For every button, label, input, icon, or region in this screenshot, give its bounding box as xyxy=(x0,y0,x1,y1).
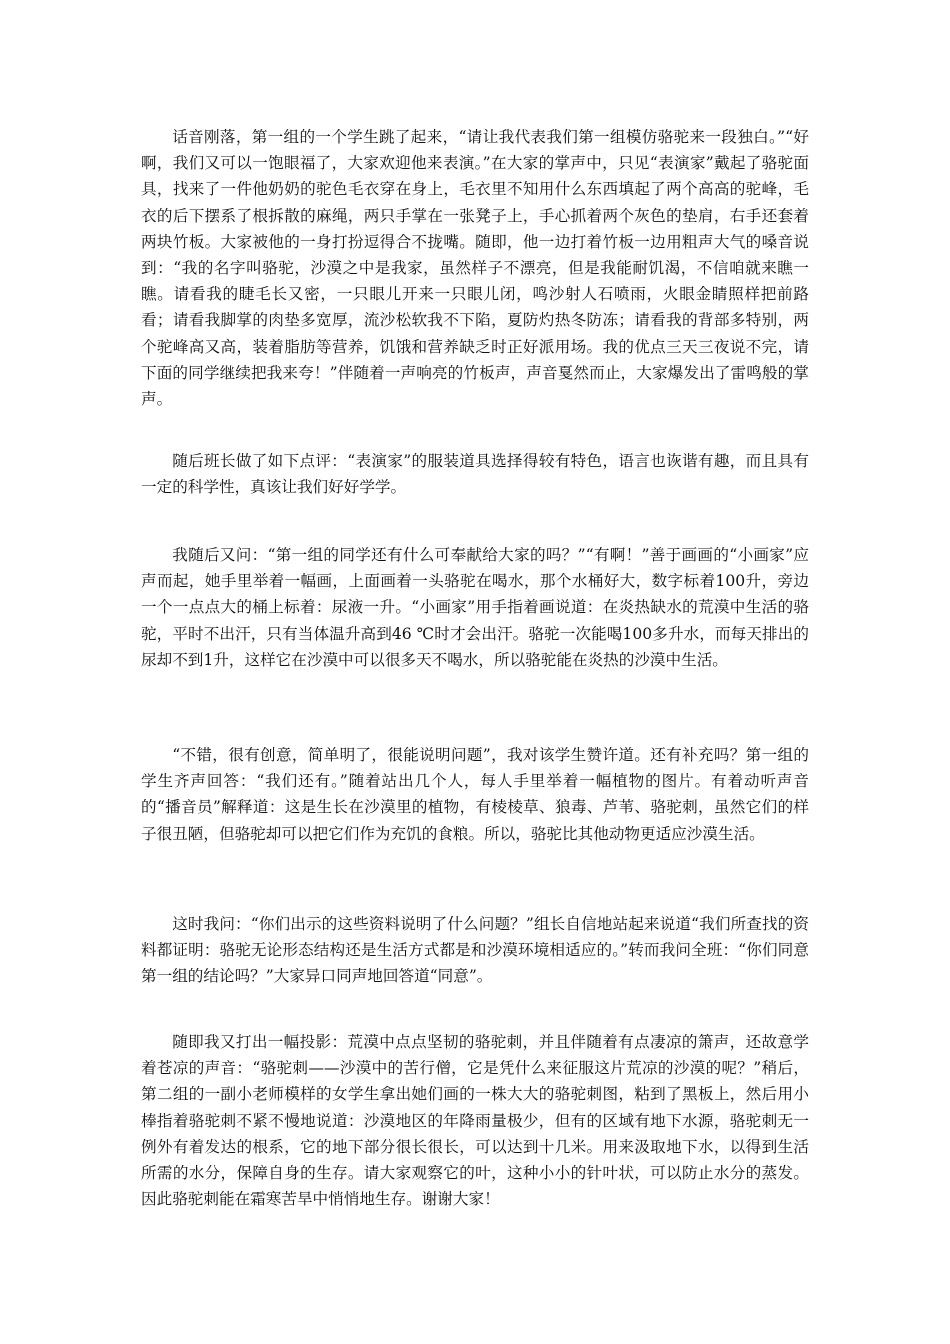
paragraph-camel-thorn: 随即我又打出一幅投影：荒漠中点点坚韧的骆驼刺，并且伴随着有点凄凉的箫声，还故意学着苍凉的声音：“骆驼刺——沙漠中的苦行僧，它是凭什么来征服这片荒凉的沙漠的呢？”稍后，第二组的一副小老师模样的女学生拿出她们画的一株大大的骆驼刺图，粘到了黑板上，然后用小棒指着骆驼刺不紧不慢地说道：沙漠地区的年降雨量极少，但有的区域有地下水源，骆驼刺无一例外有着发达的根系，它的地下部分很长很长，可以达到十几米。用来汲取地下水，以得到生活所需的水分，保障自身的生存。请大家观察它的叶，这种小小的针叶状，可以防止水分的蒸发。因此骆驼刺能在霜寒苦旱中悄悄地生存。谢谢大家！ xyxy=(141,1033,809,1209)
paragraph-little-painter: 我随后又问：“第一组的同学还有什么可奉献给大家的吗？”“有啊！”善于画画的“小画家”应声而起，她手里举着一幅画，上面画着一头骆驼在喝水，那个水桶好大，数字标着100升，旁边一个一点点大的桶上标着：尿液一升。“小画家”用手指着画说道：在炎热缺水的荒漠中生活的骆驼，平时不出汗，只有当体温升高到46 ℃时才会出汗。骆驼一次能喝100多升水，而每天排出的尿却不到1升，这样它在沙漠中可以很多天不喝水，所以骆驼能在炎热的沙漠中生活。 xyxy=(141,546,809,669)
paragraph-monitor-comment: 随后班长做了如下点评：“表演家”的服装道具选择得较有特色，语言也诙谐有趣，而且具有一定的科学性，真该让我们好好学学。 xyxy=(141,452,809,497)
paragraph-camel-monologue: 话音刚落，第一组的一个学生跳了起来，“请让我代表我们第一组模仿骆驼来一段独白。”“好啊，我们又可以一饱眼福了，大家欢迎他来表演。”在大家的掌声中，只见“表演家”戴起了骆驼面具，找来了一件他奶奶的驼色毛衣穿在身上，毛衣里不知用什么东西填起了两个高高的驼峰，毛衣的后下摆系了根拆散的麻绳，两只手掌在一张凳子上，手心抓着两个灰色的垫肩，右手还套着两块竹板。大家被他的一身打扮逗得合不拢嘴。随即，他一边打着竹板一边用粗声大气的嗓音说到：“我的名字叫骆驼，沙漠之中是我家，虽然样子不漂亮，但是我能耐饥渴，不信咱就来瞧一瞧。请看我的睫毛长又密，一只眼儿开来一只眼儿闭，鸣沙射人石喷雨，火眼金睛照样把前路看；请看我脚掌的肉垫多宽厚，流沙松软我不下陷，夏防灼热冬防冻；请看我的背部多特别，两个驼峰高又高，装着脂肪等营养，饥饿和营养缺乏时正好派用场。我的优点三天三夜说不完，请下面的同学继续把我来夸！”伴随着一声响亮的竹板声，声音戛然而止，大家爆发出了雷鸣般的掌声。 xyxy=(141,128,809,409)
paragraph-group-conclusion: 这时我问：“你们出示的这些资料说明了什么问题？”组长自信地站起来说道“我们所查找的资料都证明：骆驼无论形态结构还是生活方式都是和沙漠环境相适应的。”转而我问全班：“你们同意第一组的结论吗？”大家异口同声地回答道“同意”。 xyxy=(141,915,809,986)
paragraph-desert-plants: “不错，很有创意，简单明了，很能说明问题”，我对该学生赞许道。还有补充吗？第一组的学生齐声回答：“我们还有。”随着站出几个人，每人手里举着一幅植物的图片。有着动听声音的“播音员”解释道：这是生长在沙漠里的植物，有棱棱草、狼毒、芦苇、骆驼刺，虽然它们的样子很丑陋，但骆驼却可以把它们作为充饥的食粮。所以，骆驼比其他动物更适应沙漠生活。 xyxy=(141,746,809,843)
